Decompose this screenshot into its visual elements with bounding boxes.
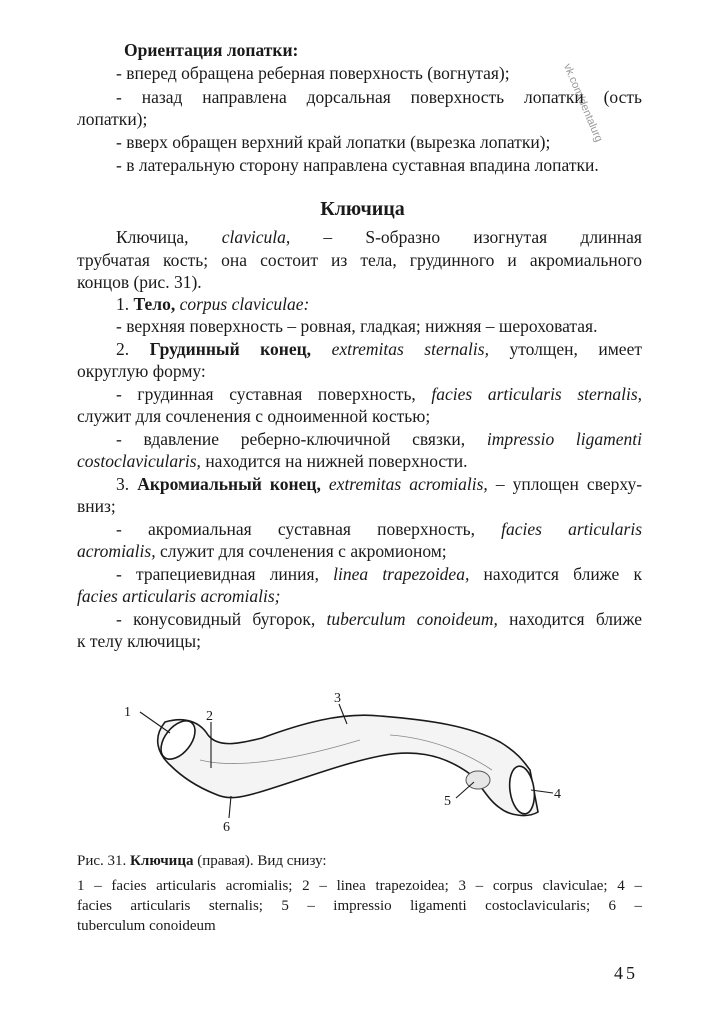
intro-line: концов (рис. 31). [77, 272, 202, 292]
orientation-line: - в латеральную сторону направлена суставная впадина лопатки. [116, 155, 599, 175]
latin-term: impressio ligamenti [486, 429, 643, 449]
orientation-line: - назад направлена дорсальная поверхность лопатки (ость [116, 87, 642, 107]
figure-caption-title [77, 852, 327, 870]
latin-term: clavicula, [221, 227, 291, 247]
term-text: утолщен, имеет [509, 339, 642, 359]
latin-term: acromialis, [77, 541, 156, 561]
figure-label-3: 3 [334, 691, 341, 706]
intro-text: – S-образно изогнутая длинная [323, 227, 642, 247]
term-name: Тело, [133, 294, 176, 314]
latin-term: facies articularis [501, 519, 643, 539]
leader-line-5 [456, 782, 474, 798]
term-text: находится ближе [509, 609, 643, 629]
orientation-title: Ориентация лопатки: [124, 40, 299, 60]
term-text: находится ближе к [483, 564, 642, 584]
acromial-line: к телу ключицы; [77, 631, 201, 651]
acromial-line: вниз; [77, 496, 116, 516]
orientation-line: лопатки); [77, 109, 148, 129]
figure-caption-line: 1 – facies articularis acromialis; 2 – linea trapezoidea; 3 – corpus claviculae; 4 – [77, 878, 642, 894]
clavicle-body [158, 715, 538, 815]
term-text: - вдавление реберно-ключичной связки, [116, 429, 466, 449]
figure-label-4: 4 [554, 787, 561, 802]
intro-line: трубчатая кость; она состоит из тела, грудинного и акромиального [77, 250, 642, 270]
latin-term: extremitas sternalis, [331, 339, 489, 359]
figure-caption-line: facies articularis sternalis; 5 – impressio ligamenti costoclavicularis; 6 – [77, 898, 642, 914]
figure-label-5: 5 [444, 794, 451, 809]
figure-caption-line: tuberculum conoideum [77, 918, 216, 934]
caption-prefix: Рис. 31. [77, 853, 127, 869]
latin-term: tuberculum conoideum, [326, 609, 498, 629]
figure-label-1: 1 [124, 705, 131, 720]
figure-label-6: 6 [223, 820, 230, 835]
item-number: 2. [116, 339, 130, 359]
section-heading: Ключица [320, 198, 405, 220]
latin-term: corpus claviculae: [179, 294, 310, 314]
page-number: 45 [614, 963, 638, 983]
body-line: - верхняя поверхность – ровная, гладкая; нижняя – шероховатая. [116, 316, 598, 336]
term-name: Акромиальный конец, [137, 474, 321, 494]
term-text: находится на нижней поверхности. [205, 451, 468, 471]
orientation-line: - вперед обращена реберная поверхность (вогнутая); [116, 63, 510, 83]
watermark: vk.com/dentalurg [560, 62, 605, 144]
term-text: – уплощен сверху- [495, 474, 643, 494]
leader-line-6 [229, 796, 231, 818]
intro-word: Ключица, [116, 227, 189, 247]
caption-title: Ключица [130, 853, 194, 869]
term-text: - акромиальная суставная поверхность, [116, 519, 475, 539]
term-text: служит для сочленения с акромионом; [159, 541, 447, 561]
acromial-line: facies articularis acromialis; [77, 586, 281, 606]
term-name: Грудинный конец, [149, 339, 312, 359]
latin-term: costoclavicularis, [77, 451, 201, 471]
item-number: 1. [116, 294, 130, 314]
figure-label-2: 2 [206, 709, 213, 724]
latin-term: linea trapezoidea, [333, 564, 470, 584]
item-number: 3. [116, 474, 130, 494]
caption-rest: (правая). Вид снизу: [197, 853, 327, 869]
term-text: - конусовидный бугорок, [116, 609, 316, 629]
term-text: - трапециевидная линия, [116, 564, 319, 584]
latin-term: extremitas acromialis, [328, 474, 488, 494]
orientation-line: - вверх обращен верхний край лопатки (вырезка лопатки); [116, 132, 551, 152]
latin-term: facies articularis sternalis, [431, 384, 643, 404]
sternal-line: округлую форму: [77, 361, 206, 381]
term-text: - грудинная суставная поверхность, [116, 384, 416, 404]
sternal-line: служит для сочленения с одноименной костью; [77, 406, 431, 426]
